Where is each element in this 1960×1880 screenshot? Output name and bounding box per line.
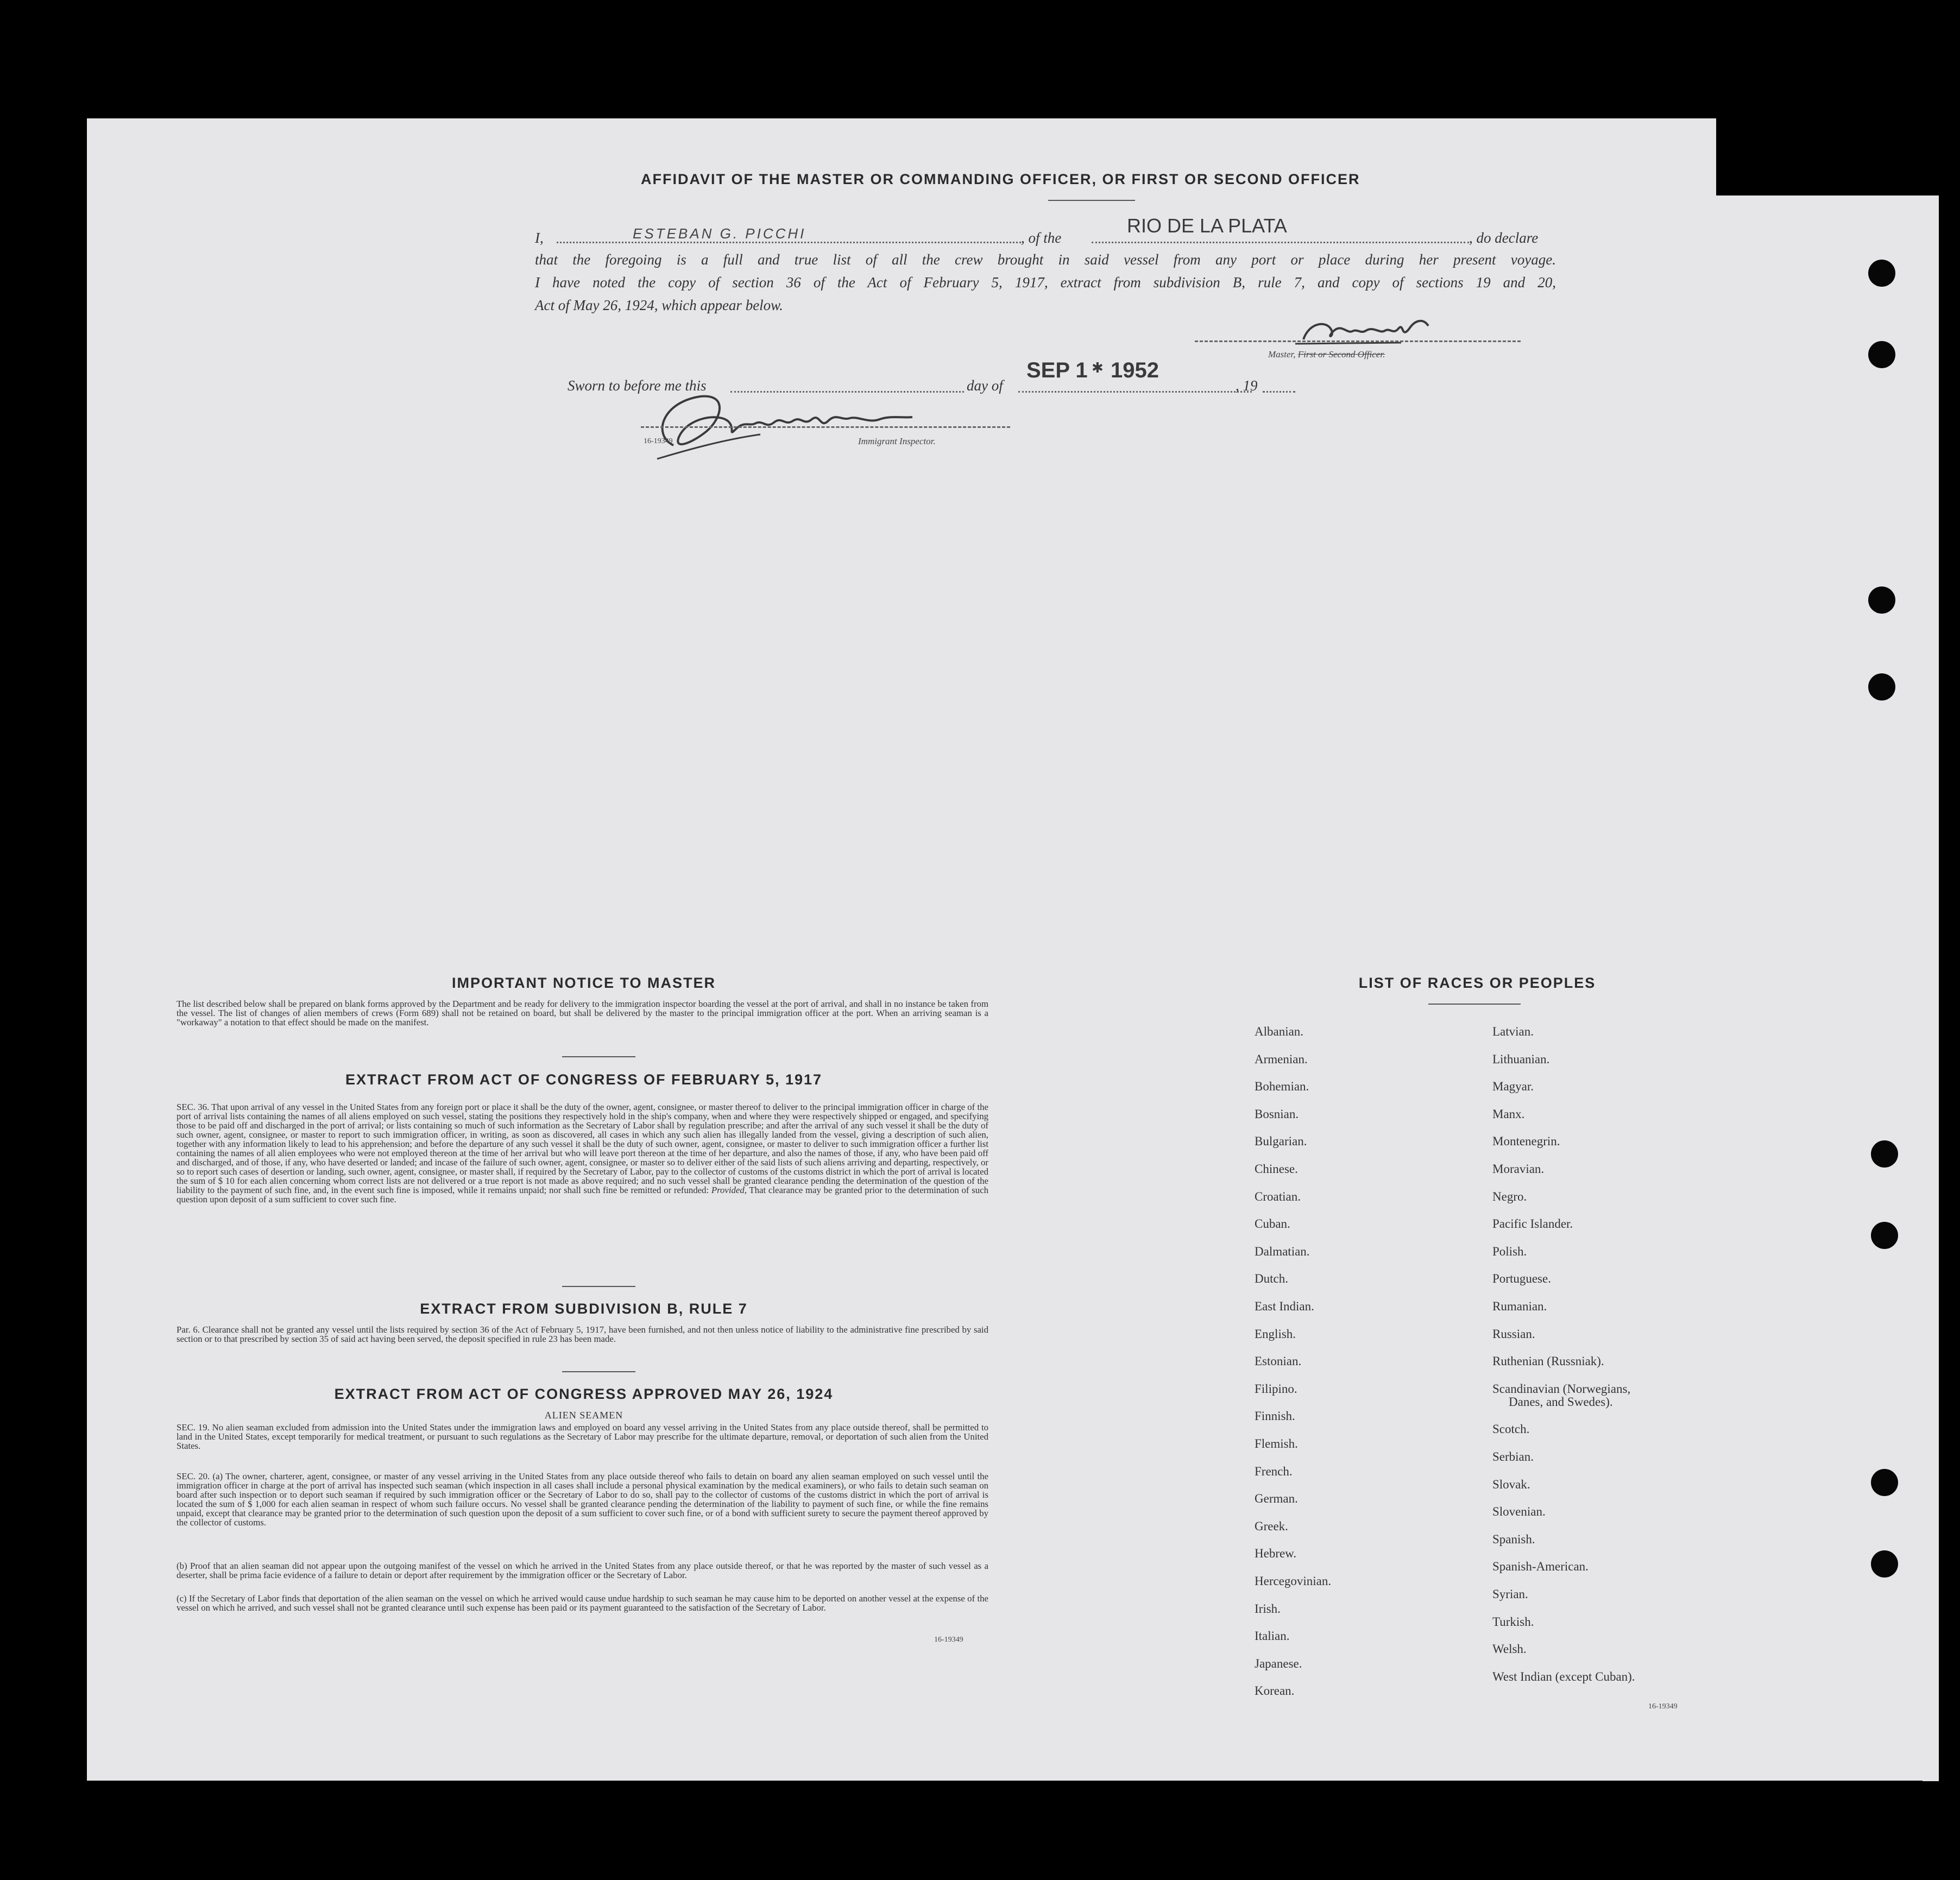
- page-edge: [1923, 190, 1939, 1781]
- race-item: Korean.: [1255, 1684, 1295, 1698]
- race-item: Magyar.: [1492, 1080, 1534, 1094]
- race-item: Hercegovinian.: [1255, 1574, 1332, 1588]
- race-item: Moravian.: [1492, 1162, 1545, 1176]
- race-item: Bosnian.: [1255, 1107, 1299, 1121]
- race-item: Polish.: [1492, 1244, 1527, 1258]
- race-item: Serbian.: [1492, 1450, 1534, 1463]
- binder-hole: [1868, 260, 1895, 287]
- affidavit-line-3: I have noted the copy of section 36 of the Act of February 5, 1917, extract from subdivision B, rule 7, and copy of sections 19 and 20,: [535, 274, 1556, 291]
- binder-hole: [1871, 1469, 1898, 1496]
- inspector-signature: [641, 380, 934, 467]
- race-item: Turkish.: [1492, 1614, 1534, 1629]
- extract-1917-text: SEC. 36. That upon arrival of any vessel in the United States from any foreign port or place it shall be the duty of the owner, agent, consignee, or master thereof to deliver to the principal immigration officer in charge of the port of arrival lists containing the names of all aliens employed on such vessel, stating the positions they respectively hold in the ship's company, when and where they were respectively shipped or engaged, and specifying those to be paid off and discharged in the port of arrival; or lists containing so much of such information as the Secretary of Labor shall by regulation prescribe; and after the arrival of any such vessel it shall be the duty of such owner, agent, consignee, or master to report to such immigration officer, in writing, as soon as discovered, all cases in which any such alien has illegally landed from the vessel, giving a description of such alien, together with any information likely to lead to his apprehension; and before the departure of any such vessel it shall be the duty of such owner, agent, consignee, or master to deliver to such immigration officer a further list containing the names of all alien employees who were not employed thereon at the time of her arrival but who will leave port thereon at the time of her departure, and also the names of those, if any, who have been paid off and discharged, and of those, if any, who have deserted or landed; and incase of the failure of such owner, agent, consignee, or master so to deliver either of the said lists of such aliens arriving and departing, respectively, or so to report such cases of desertion or landing, such owner, agent, consignee, or master shall, if required by the Secretary of Labor, pay to the collector of customs of the customs district in which the port of arrival is located the sum of $ 10 for each alien concerning whom correct lists are not delivered or a true report is not made as above required; and no such vessel shall be granted clearance pending the determination of the question of the liability to the payment of such fine, and, in the event such fine is imposed, while it remains unpaid; nor shall such fine be remitted or refunded:: [177, 1102, 988, 1195]
- race-item: Dutch.: [1255, 1272, 1288, 1286]
- race-item: Negro.: [1492, 1189, 1527, 1203]
- binder-hole: [1871, 1140, 1898, 1168]
- race-item: Armenian.: [1255, 1052, 1308, 1066]
- year-dotline: [1263, 391, 1295, 393]
- day-of-label: day of: [967, 377, 1003, 394]
- signature-dotline: [1195, 340, 1521, 342]
- affidavit-line-2: that the foregoing is a full and true list of all the crew brought in said vessel from any port or place during her present voyage.: [535, 251, 1556, 268]
- races-form-no: 16-19349: [1648, 1702, 1678, 1711]
- race-item: Flemish.: [1255, 1437, 1298, 1450]
- proviso-text: That clearance may be granted prior to the determination of such question upon deposit of a sum sufficient to cover such fine.: [177, 1185, 989, 1204]
- race-item: Cuban.: [1255, 1217, 1290, 1231]
- race-item: Portuguese.: [1492, 1272, 1551, 1286]
- race-item: Rumanian.: [1492, 1299, 1547, 1313]
- affidavit-title: AFFIDAVIT OF THE MASTER OR COMMANDING OFFICER, OR FIRST OR SECOND OFFICER: [641, 171, 1360, 187]
- master-label: Master,: [1268, 349, 1296, 359]
- race-item: Bulgarian.: [1255, 1134, 1307, 1149]
- affidavit-line-4: Act of May 26, 1924, which appear below.: [535, 297, 783, 313]
- race-item: Greek.: [1255, 1519, 1288, 1533]
- divider: [1428, 1004, 1521, 1005]
- race-item: Lithuanian.: [1492, 1052, 1550, 1066]
- struck-officer-label: First or Second Officer.: [1297, 349, 1385, 359]
- inspector-form-no: 16-19349: [644, 437, 673, 445]
- master-signature: [1293, 307, 1455, 356]
- divider: [562, 1056, 635, 1057]
- proviso-label: Provided,: [711, 1185, 747, 1195]
- extract-1917-body: [177, 1102, 988, 1204]
- sec-20c-body: (c) If the Secretary of Labor finds that deportation of the alien seaman on the vessel on which he arrived would cause undue hardship to such seaman he may cause him to be deported on another vessel at the expense of the vessel on which he arrived, and such vessel shall not be granted clearance until such expense has been paid or its payment guaranteed to the satisfaction of the Secretary of Labor.: [177, 1593, 988, 1613]
- race-item: Bohemian.: [1255, 1080, 1309, 1094]
- race-item: English.: [1255, 1327, 1296, 1341]
- race-item: Croatian.: [1255, 1189, 1301, 1203]
- binder-hole: [1871, 1550, 1898, 1578]
- race-item: Hebrew.: [1255, 1547, 1297, 1561]
- race-item: Syrian.: [1492, 1587, 1528, 1601]
- extract-1917-title: EXTRACT FROM ACT OF CONGRESS OF FEBRUARY 5, 1917: [345, 1071, 823, 1088]
- race-item: Filipino.: [1255, 1381, 1297, 1396]
- race-item: Slovenian.: [1492, 1505, 1546, 1519]
- race-item: Latvian.: [1492, 1025, 1534, 1038]
- date-stamp: SEP 1: [1026, 358, 1088, 382]
- notice-title: IMPORTANT NOTICE TO MASTER: [452, 975, 716, 991]
- year-prefix: , 19: [1236, 377, 1258, 394]
- binder-hole: [1868, 341, 1895, 368]
- inspector-label: Immigrant Inspector.: [858, 436, 936, 446]
- divider: [562, 1286, 635, 1287]
- inspector-dotline: [641, 426, 1010, 428]
- race-item: Dalmatian.: [1255, 1244, 1310, 1258]
- race-item: Albanian.: [1255, 1025, 1304, 1038]
- binder-hole: [1871, 1222, 1898, 1249]
- sworn-label: Sworn to before me this: [568, 377, 707, 394]
- race-item: Pacific Islander.: [1492, 1217, 1573, 1231]
- race-item: Japanese.: [1255, 1656, 1302, 1670]
- extract-1924-title: EXTRACT FROM ACT OF CONGRESS APPROVED MAY 26, 1924: [334, 1386, 834, 1402]
- vessel-name: RIO DE LA PLATA: [1127, 215, 1287, 237]
- race-item: German.: [1255, 1492, 1298, 1506]
- affidavit-line-1: [535, 215, 1556, 247]
- race-item: Slovak.: [1492, 1477, 1530, 1491]
- sec-20a-body: SEC. 20. (a) The owner, charterer, agent, consignee, or master of any vessel arriving in the United States from any place outside thereof who fails to detain on board any alien seaman employed on such vessel until the immigration officer in charge at the port of arrival has inspected such seaman (which inspection in all cases shall include a personal physical examination by the medical examiners), or who fails to detain such seaman on board after such inspection or to deport such seaman if required by such immigration officer or the Secretary of Labor to do so, shall pay to the collector of customs of the customs district in which the port of arrival is located the sum of $ 1,000 for each alien seaman in respect of whom such failure occurs. No vessel shall be granted clearance pending the determination of the liability to payment of such fine, or while the fine remains unpaid, except that clearance may be granted prior to the determination of such question upon the deposit of a sum sufficient to cover such fine, or of a bond with sufficient surety to secure the payment thereof approved by the collector of customs.: [177, 1471, 988, 1528]
- race-item: Spanish.: [1492, 1532, 1535, 1546]
- do-declare-label: , do declare: [1469, 230, 1539, 246]
- race-item: Danes, and Swedes).: [1509, 1395, 1613, 1409]
- stamp-asterisk: ✱: [1092, 359, 1104, 376]
- races-title: LIST OF RACES OR PEOPLES: [1358, 975, 1596, 991]
- race-item: Russian.: [1492, 1327, 1535, 1341]
- race-item: East Indian.: [1255, 1299, 1314, 1313]
- race-item: Estonian.: [1255, 1354, 1302, 1368]
- extract-1924-subtitle: ALIEN SEAMEN: [544, 1410, 623, 1421]
- race-item: Montenegrin.: [1492, 1134, 1560, 1149]
- affidavit-i: I,: [535, 230, 544, 246]
- of-the-label: , of the: [1021, 230, 1062, 246]
- race-item: Manx.: [1492, 1107, 1525, 1121]
- race-item: Finnish.: [1255, 1409, 1295, 1423]
- race-item: Welsh.: [1492, 1642, 1527, 1656]
- extract-form-no: 16-19349: [934, 1636, 963, 1644]
- year-stamp: 1952: [1111, 358, 1159, 382]
- race-item: Ruthenian (Russniak).: [1492, 1354, 1604, 1368]
- race-item: Chinese.: [1255, 1162, 1298, 1176]
- sec-20b-body: (b) Proof that an alien seaman did not appear upon the outgoing manifest of the vessel on which he arrived in the United States from any place outside thereof, or that he was reported by the master of such vessel as a deserter, shall be prima facie evidence of a failure to detain or deport after requirement by the immigration officer or the Secretary of Labor.: [177, 1561, 988, 1580]
- divider: [562, 1371, 635, 1372]
- subdivision-body: Par. 6. Clearance shall not be granted any vessel until the lists required by section 36 of the Act of February 5, 1917, have been furnished, and not then unless notice of liability to the administrative fine prescribed by said section or to that prescribed by section 35 of said act having been served, the deposit specified in rule 23 has been made.: [177, 1324, 988, 1344]
- race-item: Irish.: [1255, 1601, 1281, 1616]
- race-item: Spanish-American.: [1492, 1560, 1589, 1574]
- notice-body: The list described below shall be prepared on blank forms approved by the Department and be ready for delivery to the immigration inspector boarding the vessel at the port of arrival, and shall in no instance be taken from the vessel. The list of changes of alien members of crews (Form 689) shall not be retained on board, but shall be delivered by the master to the principal immigration officer at the port. When an arriving seaman is a "workaway" a notation to that effect should be made on the manifest.: [177, 999, 988, 1027]
- master-name: ESTEBAN G. PICCHI: [633, 225, 806, 242]
- binder-hole: [1868, 673, 1895, 701]
- race-item: West Indian (except Cuban).: [1492, 1669, 1635, 1683]
- date-dotline: [1018, 391, 1252, 393]
- vessel-dotline: [1092, 242, 1469, 243]
- divider: [1048, 200, 1135, 201]
- subdivision-title: EXTRACT FROM SUBDIVISION B, RULE 7: [420, 1301, 748, 1317]
- page-corner-shadow: [1716, 109, 1960, 195]
- race-item: Italian.: [1255, 1629, 1290, 1643]
- race-item: French.: [1255, 1464, 1293, 1478]
- race-item: Scandinavian (Norwegians,: [1492, 1381, 1631, 1396]
- binder-hole: [1868, 586, 1895, 614]
- race-item: Scotch.: [1492, 1422, 1530, 1436]
- sec-19-body: SEC. 19. No alien seaman excluded from admission into the United States under the immigration laws and employed on board any vessel arriving in the United States from any place outside thereof, shall be permitted to land in the United States, except temporarily for medical treatment, or pursuant to such regulations as the Secretary of Labor may prescribe for the ultimate departure, removal, or deportation of such alien from the United States.: [177, 1422, 988, 1451]
